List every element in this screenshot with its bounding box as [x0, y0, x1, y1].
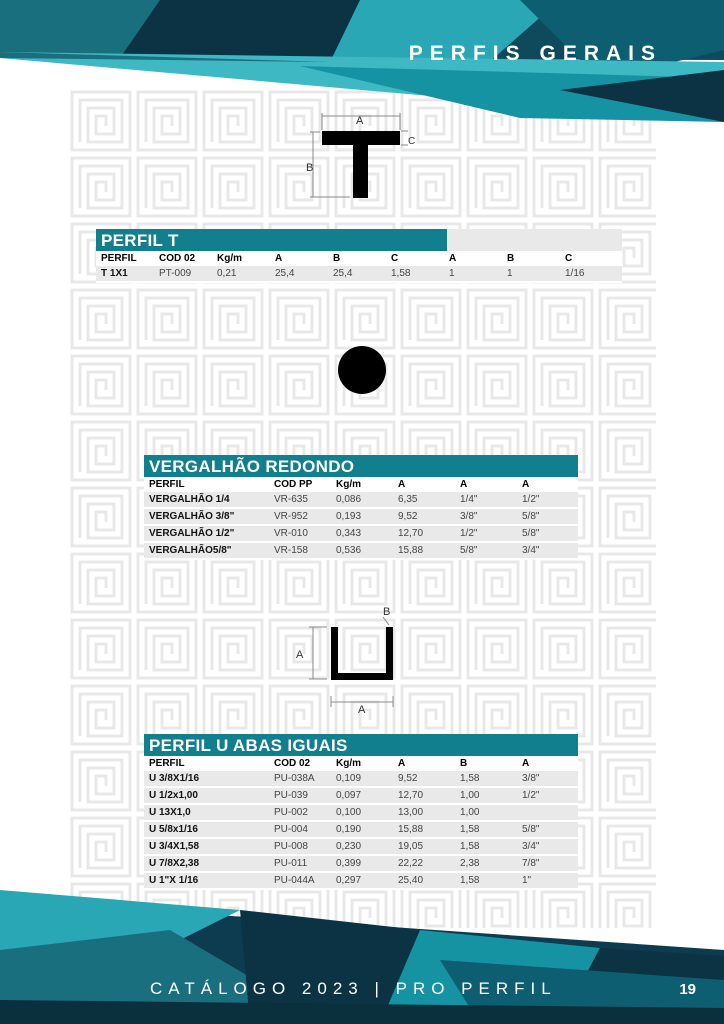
t-profile-diagram: [300, 108, 430, 208]
column-header: Kg/m: [212, 251, 270, 266]
footer-banner: [0, 890, 724, 1024]
table-cell: 25,4: [328, 266, 386, 282]
table-cell: 1/2": [455, 525, 517, 542]
table-cell: VERGALHÃO 1/2": [144, 525, 269, 542]
table-cell: 1: [444, 266, 502, 282]
table-cell: VR-158: [269, 542, 331, 559]
dim-label-b: B: [306, 162, 314, 174]
table-cell: 1: [502, 266, 560, 282]
vergalhao-table: [144, 477, 578, 560]
table-cell: 2,38: [455, 855, 517, 872]
table-cell: 0,230: [331, 838, 393, 855]
header-title: PERFIS GERAIS: [408, 42, 662, 65]
column-header: A: [517, 756, 578, 771]
table-cell: 5/8": [517, 508, 578, 525]
column-header: A: [270, 251, 328, 266]
table-cell: 1,00: [455, 787, 517, 804]
column-header: COD PP: [269, 477, 331, 492]
section-vergalhao-redondo: [144, 455, 578, 560]
table-row: [144, 804, 578, 821]
table-cell: 25,4: [270, 266, 328, 282]
table-cell: PU-038A: [269, 771, 331, 787]
table-cell: 12,70: [393, 525, 455, 542]
table-cell: PU-044A: [269, 872, 331, 889]
table-cell: [517, 804, 578, 821]
column-header: PERFIL: [144, 477, 269, 492]
table-cell: 0,109: [331, 771, 393, 787]
round-bar-diagram: [336, 344, 388, 396]
table-cell: 13,00: [393, 804, 455, 821]
table-cell: 0,086: [331, 492, 393, 508]
table-cell: 22,22: [393, 855, 455, 872]
table-cell: U 3/8X1/16: [144, 771, 269, 787]
table-row: [144, 508, 578, 525]
table-cell: 0,399: [331, 855, 393, 872]
table-cell: 1,00: [455, 804, 517, 821]
table-cell: 12,70: [393, 787, 455, 804]
table-cell: 5/8": [455, 542, 517, 559]
table-cell: 0,097: [331, 787, 393, 804]
table-header-row: [96, 251, 622, 266]
table-cell: VERGALHÃO 1/4: [144, 492, 269, 508]
section-perfil-t: [96, 229, 622, 283]
table-row: [96, 266, 622, 282]
table-cell: U 3/4X1,58: [144, 838, 269, 855]
column-header: A: [393, 477, 455, 492]
column-header: A: [455, 477, 517, 492]
dim-label-a-side: A: [296, 649, 304, 661]
table-cell: 1": [517, 872, 578, 889]
table-cell: 19,05: [393, 838, 455, 855]
column-header: A: [393, 756, 455, 771]
table-cell: PT-009: [154, 266, 212, 282]
table-cell: T 1X1: [96, 266, 154, 282]
column-header: COD 02: [269, 756, 331, 771]
table-cell: 9,52: [393, 508, 455, 525]
page-number: 19: [679, 981, 696, 998]
table-cell: 1/2": [517, 492, 578, 508]
table-cell: 7/8": [517, 855, 578, 872]
dim-label-b: B: [383, 606, 391, 618]
column-header: B: [455, 756, 517, 771]
table-cell: U 7/8X2,38: [144, 855, 269, 872]
table-cell: 1/4": [455, 492, 517, 508]
dim-label-c: C: [408, 136, 416, 147]
table-cell: 25,40: [393, 872, 455, 889]
table-cell: U 1"X 1/16: [144, 872, 269, 889]
table-header-row: [144, 756, 578, 771]
table-row: [144, 525, 578, 542]
table-cell: VERGALHÃO 3/8": [144, 508, 269, 525]
column-header: PERFIL: [96, 251, 154, 266]
column-header: Kg/m: [331, 477, 393, 492]
footer-title: CATÁLOGO 2023 | PRO PERFIL: [150, 979, 557, 998]
table-row: [144, 855, 578, 872]
table-cell: PU-002: [269, 804, 331, 821]
table-cell: VR-635: [269, 492, 331, 508]
table-cell: 0,21: [212, 266, 270, 282]
column-header: B: [502, 251, 560, 266]
column-header: PERFIL: [144, 756, 269, 771]
column-header: B: [328, 251, 386, 266]
table-cell: 15,88: [393, 542, 455, 559]
table-cell: 0,100: [331, 804, 393, 821]
section-title: [144, 455, 578, 477]
table-cell: PU-039: [269, 787, 331, 804]
table-cell: 1/2": [517, 787, 578, 804]
table-cell: 3/4": [517, 838, 578, 855]
table-cell: U 13X1,0: [144, 804, 269, 821]
table-cell: 3/8": [455, 508, 517, 525]
table-cell: 5/8": [517, 525, 578, 542]
section-title: [96, 229, 447, 251]
table-cell: VERGALHÃO5/8": [144, 542, 269, 559]
table-cell: 1,58: [455, 838, 517, 855]
section-title: [144, 734, 578, 756]
table-cell: VR-952: [269, 508, 331, 525]
perfil-t-table: [96, 251, 622, 283]
table-cell: 0,343: [331, 525, 393, 542]
table-cell: 9,52: [393, 771, 455, 787]
column-header: C: [386, 251, 444, 266]
table-cell: 3/4": [517, 542, 578, 559]
dim-label-a: A: [356, 115, 364, 127]
table-cell: 15,88: [393, 821, 455, 838]
section-title-text: PERFIL T: [101, 231, 179, 250]
u-profile-diagram: [293, 603, 405, 715]
section-title-text: VERGALHÃO REDONDO: [149, 457, 355, 476]
table-row: [144, 771, 578, 787]
table-cell: 3/8": [517, 771, 578, 787]
table-row: [144, 872, 578, 889]
table-cell: PU-008: [269, 838, 331, 855]
column-header: COD 02: [154, 251, 212, 266]
table-cell: 5/8": [517, 821, 578, 838]
table-row: [144, 821, 578, 838]
table-cell: VR-010: [269, 525, 331, 542]
table-row: [144, 542, 578, 559]
column-header: A: [444, 251, 502, 266]
table-cell: 0,536: [331, 542, 393, 559]
table-cell: 1/16: [560, 266, 622, 282]
table-cell: 1,58: [386, 266, 444, 282]
table-cell: U 1/2x1,00: [144, 787, 269, 804]
table-cell: PU-004: [269, 821, 331, 838]
column-header: A: [517, 477, 578, 492]
section-perfil-u: [144, 734, 578, 890]
table-cell: 1,58: [455, 872, 517, 889]
table-header-row: [144, 477, 578, 492]
column-header: C: [560, 251, 622, 266]
table-cell: PU-011: [269, 855, 331, 872]
table-cell: 1,58: [455, 771, 517, 787]
table-cell: 0,297: [331, 872, 393, 889]
perfil-u-table: [144, 756, 578, 890]
table-cell: U 5/8x1/16: [144, 821, 269, 838]
table-cell: 6,35: [393, 492, 455, 508]
table-row: [144, 838, 578, 855]
table-row: [144, 492, 578, 508]
table-row: [144, 787, 578, 804]
table-cell: 1,58: [455, 821, 517, 838]
dim-label-a-bottom: A: [358, 704, 366, 715]
section-title-text: PERFIL U ABAS IGUAIS: [149, 736, 348, 755]
column-header: Kg/m: [331, 756, 393, 771]
section-title-extension: [447, 229, 622, 251]
table-cell: 0,190: [331, 821, 393, 838]
table-cell: 0,193: [331, 508, 393, 525]
